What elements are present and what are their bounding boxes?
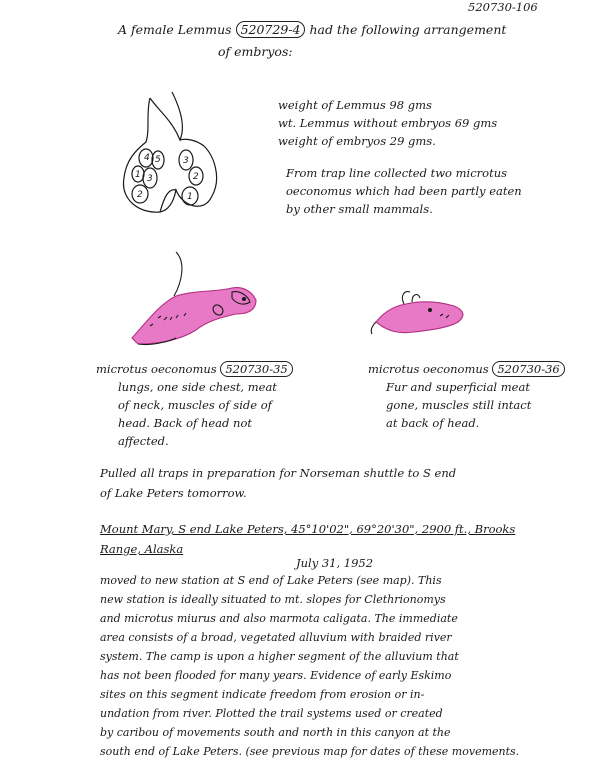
intro-catalog-number: 520729-4 (236, 21, 306, 38)
specimen-left-title (96, 362, 293, 376)
intro-line-2: of embryos: (218, 44, 293, 59)
specimen-left-catalog: 520730-35 (220, 361, 292, 377)
embryo-label-left-5: 5 (155, 155, 161, 165)
traps-line-2: of Lake Peters tomorrow. (100, 486, 247, 500)
location-line-2: Range, Alaska (100, 542, 184, 556)
body-line-9: by caribou of movements south and north in this canyon at the (100, 726, 451, 739)
specimen-right-line-3: at back of head. (386, 416, 480, 430)
specimen-left-line-3: head. Back of head not (118, 416, 252, 430)
body-line-5: system. The camp is upon a higher segment of the alluvium that (100, 650, 459, 663)
specimen-drawing-left (132, 252, 256, 345)
embryo-label-left-3: 3 (147, 174, 153, 184)
intro-prefix: A female Lemmus (118, 22, 232, 37)
specimen-left-line-1: lungs, one side chest, meat (118, 380, 277, 394)
body-line-8: undation from river. Plotted the trail systems used or created (100, 707, 443, 720)
body-line-10: south end of Lake Peters. (see previous map for dates of these movements. (100, 745, 520, 758)
page-reference: 520730-106 (468, 0, 538, 14)
body-line-6: has not been flooded for many years. Evidence of early Eskimo (100, 669, 452, 682)
embryo-label-right-3: 3 (183, 156, 189, 166)
embryo-label-left-4: 4 (144, 153, 150, 163)
weight-line-3: weight of embryos 29 gms. (278, 134, 436, 148)
body-line-4: area consists of a broad, vegetated alluvium with braided river (100, 631, 452, 644)
body-line-1: moved to new station at S end of Lake Peters (see map). This (100, 574, 442, 587)
embryo-label-left-1: 1 (135, 170, 141, 180)
specimen-right-line-2: gone, muscles still intact (386, 398, 532, 412)
specimen-right-title (368, 362, 565, 376)
body-line-2: new station is ideally situated to mt. slopes for Clethrionomys (100, 593, 446, 606)
specimen-left-name: microtus oeconomus (96, 362, 217, 376)
specimen-right-name: microtus oeconomus (368, 362, 489, 376)
trapline-line-1: From trap line collected two microtus (286, 166, 508, 180)
traps-line-1: Pulled all traps in preparation for Norseman shuttle to S end (100, 466, 457, 480)
specimen-left-line-4: affected. (118, 434, 169, 448)
specimen-right-catalog: 520730-36 (492, 361, 564, 377)
weight-line-1: weight of Lemmus 98 gms (278, 98, 432, 112)
embryo-label-right-1: 1 (187, 192, 193, 202)
trapline-line-2: oeconomus which had been partly eaten (286, 184, 522, 198)
trapline-line-3: by other small mammals. (286, 202, 433, 216)
embryo-label-right-2: 2 (193, 172, 199, 182)
specimen-right-line-1: Fur and superficial meat (386, 380, 530, 394)
entry-date: July 31, 1952 (296, 556, 374, 570)
weight-line-2: wt. Lemmus without embryos 69 gms (278, 116, 498, 130)
body-line-3: and microtus miurus and also marmota caligata. The immediate (100, 612, 458, 625)
embryo-label-left-2: 2 (137, 190, 143, 200)
specimen-left-line-2: of neck, muscles of side of (118, 398, 272, 412)
body-line-7: sites on this segment indicate freedom from erosion or in- (100, 688, 425, 701)
intro-suffix: had the following arrangement (309, 22, 507, 37)
location-line-1: Mount Mary, S end Lake Peters, 45°10'02", 69°20'30", 2900 ft., Brooks (100, 522, 516, 536)
specimen-drawing-right (371, 292, 463, 334)
